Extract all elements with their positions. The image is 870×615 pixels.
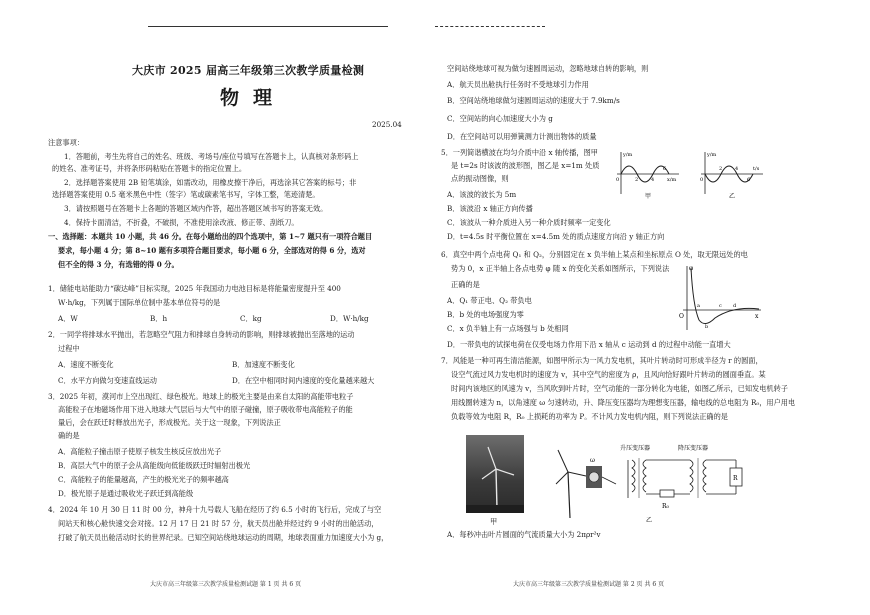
yi-xlabel: t/s <box>753 166 760 172</box>
yi-tick: 6 <box>747 177 751 183</box>
q7-stem: 用线圈转速为 n，以角速度 ω 匀速转动，升、降压变压器均为理想变压器，输电线的总电阻为 R₀，用户用电 <box>451 398 796 407</box>
q3-option-b: B．高层大气中的原子会从高能级向低能级跃迁时辐射出极光 <box>58 461 251 470</box>
q2-stem: 2．一同学将排球水平抛出，若忽略空气阻力和排球自身转动的影响，则排球被抛出至落地的运动 <box>48 330 355 339</box>
exam-title: 大庆市 2025 届高三年级第三次教学质量检测 <box>132 64 365 77</box>
step-down-label: 降压变压器 <box>678 445 709 452</box>
yi-label: 乙 <box>729 193 736 200</box>
jia-tick: 4 <box>651 177 655 183</box>
q4-stem: 间站天和核心舱快速交会对接。12 月 17 日 21 时 57 分，航天员出舱并经过约 9 小时的出舱活动， <box>58 519 379 528</box>
q1-stem: 1．储能电站能助力“碳达峰”目标实现，2025 年我国动力电池目标是将能量密度提升至 400 <box>48 284 341 293</box>
exam-date: 2025.04 <box>372 120 402 129</box>
note-line: 1．答题前，考生先将自己的姓名、班级、考场号/座位号填写在答题卡上，认真核对条形码上 <box>64 152 359 161</box>
q2-option-a: A．速度不断变化 <box>58 360 114 369</box>
q5-vibration-graph-yi <box>697 148 767 200</box>
r0-label: R₀ <box>662 503 669 510</box>
q2-option-c: C．水平方向做匀变速直线运动 <box>58 376 157 385</box>
q3-option-a: A．高能粒子撞击原子使原子核发生核反应放出光子 <box>58 447 222 456</box>
q6-stem: 正确的是 <box>451 280 480 289</box>
q2-option-b: B．加速度不断变化 <box>232 360 295 369</box>
q7-stem: 7．风能是一种可再生清洁能源，如图甲所示为一风力发电机，其叶片转动时可形成半径为 r 的圆面， <box>441 356 763 365</box>
q6-point: c <box>719 303 722 309</box>
q1-stem: W·h/kg，下列属于国际单位制中基本单位符号的是 <box>58 298 221 307</box>
footer-right: 大庆市高三年级第三次教学质量检测试题 第 2 页 共 6 页 <box>513 581 665 588</box>
note-line: 3．请按照题号在答题卡上各题的答题区域内作答，超出答题区域书写的答案无效。 <box>64 204 328 213</box>
q7-transmission-circuit <box>550 432 760 524</box>
yi-tick: 0 <box>700 177 704 183</box>
q5-option-b: B．该波沿 x 轴正方向传播 <box>447 204 533 213</box>
yi-ylabel: y/m <box>707 152 717 158</box>
q5-stem: 点的振动图像，则 <box>451 174 509 183</box>
q6-ylabel: φ <box>689 265 694 272</box>
jia-tick: 0 <box>616 177 620 183</box>
q3-stem: 高能粒子在地磁场作用下进入地球大气层后与大气中的原子碰撞，原子吸收带电高能粒子的能 <box>58 405 353 414</box>
q2-option-d: D．在空中相同时间内速度的变化量越来越大 <box>232 376 375 385</box>
q4-option-c: C．空间站的向心加速度大小为 g <box>447 114 553 123</box>
q4-stem: 打破了航天员出舱活动时长的世界纪录。已知空间站绕地球运动的周期，地球表面重力加速度大小为 g， <box>58 533 389 542</box>
subject-title: 物理 <box>220 87 287 109</box>
step-up-label: 升压变压器 <box>620 445 651 452</box>
q3-stem: 确的是 <box>58 431 80 440</box>
q1-option-c: C．kg <box>240 314 262 323</box>
q7-circuit-label: 乙 <box>646 517 653 524</box>
q6-point: d <box>733 303 737 309</box>
q6-point: a <box>697 303 700 309</box>
q5-wave-graph-jia <box>613 148 683 200</box>
jia-xlabel: x/m <box>667 177 677 183</box>
q5-option-a: A．该波的波长为 5m <box>447 190 517 199</box>
note-line: 4．保持卡面清洁，不折叠，不破损，不准使用涂改液、修正带、刮纸刀。 <box>64 218 299 227</box>
jia-label: 甲 <box>645 193 652 200</box>
footer-left: 大庆市高三年级第三次教学质量检测试题 第 1 页 共 6 页 <box>150 581 302 588</box>
q6-option-c: C．x 负半轴上有一点场强与 b 处相同 <box>447 324 569 333</box>
yi-tick: 4 <box>735 166 739 172</box>
q4-option-d: D．在空间站可以用弹簧测力计测出物体的质量 <box>447 132 597 141</box>
q6-option-d: D．一带负电的试探电荷在仅受电场力作用下沿 x 轴从 c 运动到 d 的过程中动能一直增大 <box>447 340 731 349</box>
q3-option-d: D．极光原子是通过吸收光子跃迁到高能级 <box>58 489 194 498</box>
jia-tick: 6 <box>663 166 667 172</box>
q3-option-c: C．高能粒子的能量越高，产生的极光光子的频率越高 <box>58 475 229 484</box>
q4-option-a: A．航天员出舱执行任务时不受地球引力作用 <box>447 80 589 89</box>
q6-option-b: B．b 处的电场强度为零 <box>447 310 524 319</box>
q7-stem: 时间内该地区的风速为 v，当风吹到叶片时，空气动能的一部分转化为电能，如图乙所示，已知发电机转子 <box>451 384 788 393</box>
top-rule <box>148 26 388 27</box>
note-line: 的姓名、准考证号，并将条形码粘贴在答题卡的指定位置上。 <box>52 164 247 173</box>
q7-option-a: A．每秒冲击叶片圆面的气流质量大小为 2πρr²v <box>447 530 601 539</box>
notes-heading: 注意事项： <box>48 138 84 147</box>
q4-stem: 4．2024 年 10 月 30 日 11 时 00 分，神舟十九号载人飞船在经历了约 6.5 小时的飞行后，完成了与空 <box>48 505 382 514</box>
q5-option-d: D．t=4.5s 时平衡位置在 x=4.5m 处的质点速度方向沿 y 轴正方向 <box>447 232 665 241</box>
q1-option-d: D．W·h/kg <box>330 314 369 323</box>
q1-option-a: A．W <box>58 314 78 323</box>
q6-option-a: A．Q₁ 带正电、Q₂ 带负电 <box>447 296 532 305</box>
q5-stem: 是 t=2s 时该波的波形图，图乙是 x=1m 处质 <box>451 161 600 170</box>
q1-option-b: B．h <box>150 314 168 323</box>
q3-stem: 量后，会在跃迁时释放出光子，形成极光。关于这一现象，下列说法正 <box>58 418 281 427</box>
jia-ylabel: y/m <box>623 152 633 158</box>
q7-stem: 负载等效为电阻 R，R₀ 上损耗的功率为 P。不计风力发电机内阻，则下列说法正确的是 <box>451 412 728 421</box>
note-line: 选择题答案使用 0.5 毫米黑色中性（签字）笔或碳素笔书写，字体工整，笔迹清楚。 <box>52 190 320 199</box>
q5-option-c: C．该波从一种介质进入另一种介质时频率一定变化 <box>447 218 611 227</box>
yi-tick: 2 <box>719 166 723 172</box>
q6-stem: 6．真空中两个点电荷 Q₁ 和 Q₂，分别固定在 x 负半轴上某点和坐标原点 O 处，取无限远处的电 <box>441 250 748 259</box>
q6-origin: O <box>679 313 684 320</box>
q7-photo-label: 甲 <box>490 517 498 526</box>
q2-stem: 过程中 <box>58 344 80 353</box>
note-line: 2．选择题答案使用 2B 铅笔填涂，如需改动，用橡皮擦干净后，再选涂其它答案的标号；非 <box>64 178 357 187</box>
q3-stem: 3．2025 年初，漠河市上空出现红、绿色极光。地球上的极光主要是由来自太阳的高能带电粒子 <box>48 392 354 401</box>
top-rule <box>435 26 545 27</box>
q5-stem: 5．一列简谐横波在均匀介质中沿 x 轴传播，图甲 <box>441 148 598 157</box>
q4-stem-cont: 空间站绕地球可视为做匀速圆周运动，忽略地球自转的影响，则 <box>447 64 649 73</box>
q6-stem: 势为 0，x 正半轴上各点电势 φ 随 x 的变化关系如图所示，下列说法 <box>451 264 670 273</box>
section-one-line: 一、选择题：本题共 10 小题，共 46 分。在每小题给出的四个选项中，第 1~7 题只有一项符合题目 <box>48 232 373 241</box>
wind-turbine-icon <box>466 435 524 513</box>
wind-turbine-photo <box>466 435 524 513</box>
section-one-line: 但不全的得 3 分，有选错的得 0 分。 <box>58 260 179 269</box>
q6-xlabel: x <box>755 313 759 320</box>
section-one-line: 要求，每小题 4 分；第 8~10 题有多项符合题目要求，每小题 6 分，全部选对的得 6 分，选对 <box>58 246 366 255</box>
r-label: R <box>733 475 738 482</box>
omega-label: ω <box>590 457 595 464</box>
q6-potential-graph <box>673 262 763 332</box>
q6-point: b <box>705 324 709 330</box>
q7-stem: 设空气流过风力发电机时的速度为 v，其中空气的密度为 ρ，且风向恰好跟叶片转动的圆面垂直。某 <box>451 370 766 379</box>
q4-option-b: B．空间站绕地球做匀速圆周运动的速度大于 7.9km/s <box>447 96 620 105</box>
jia-tick: 2 <box>635 177 639 183</box>
